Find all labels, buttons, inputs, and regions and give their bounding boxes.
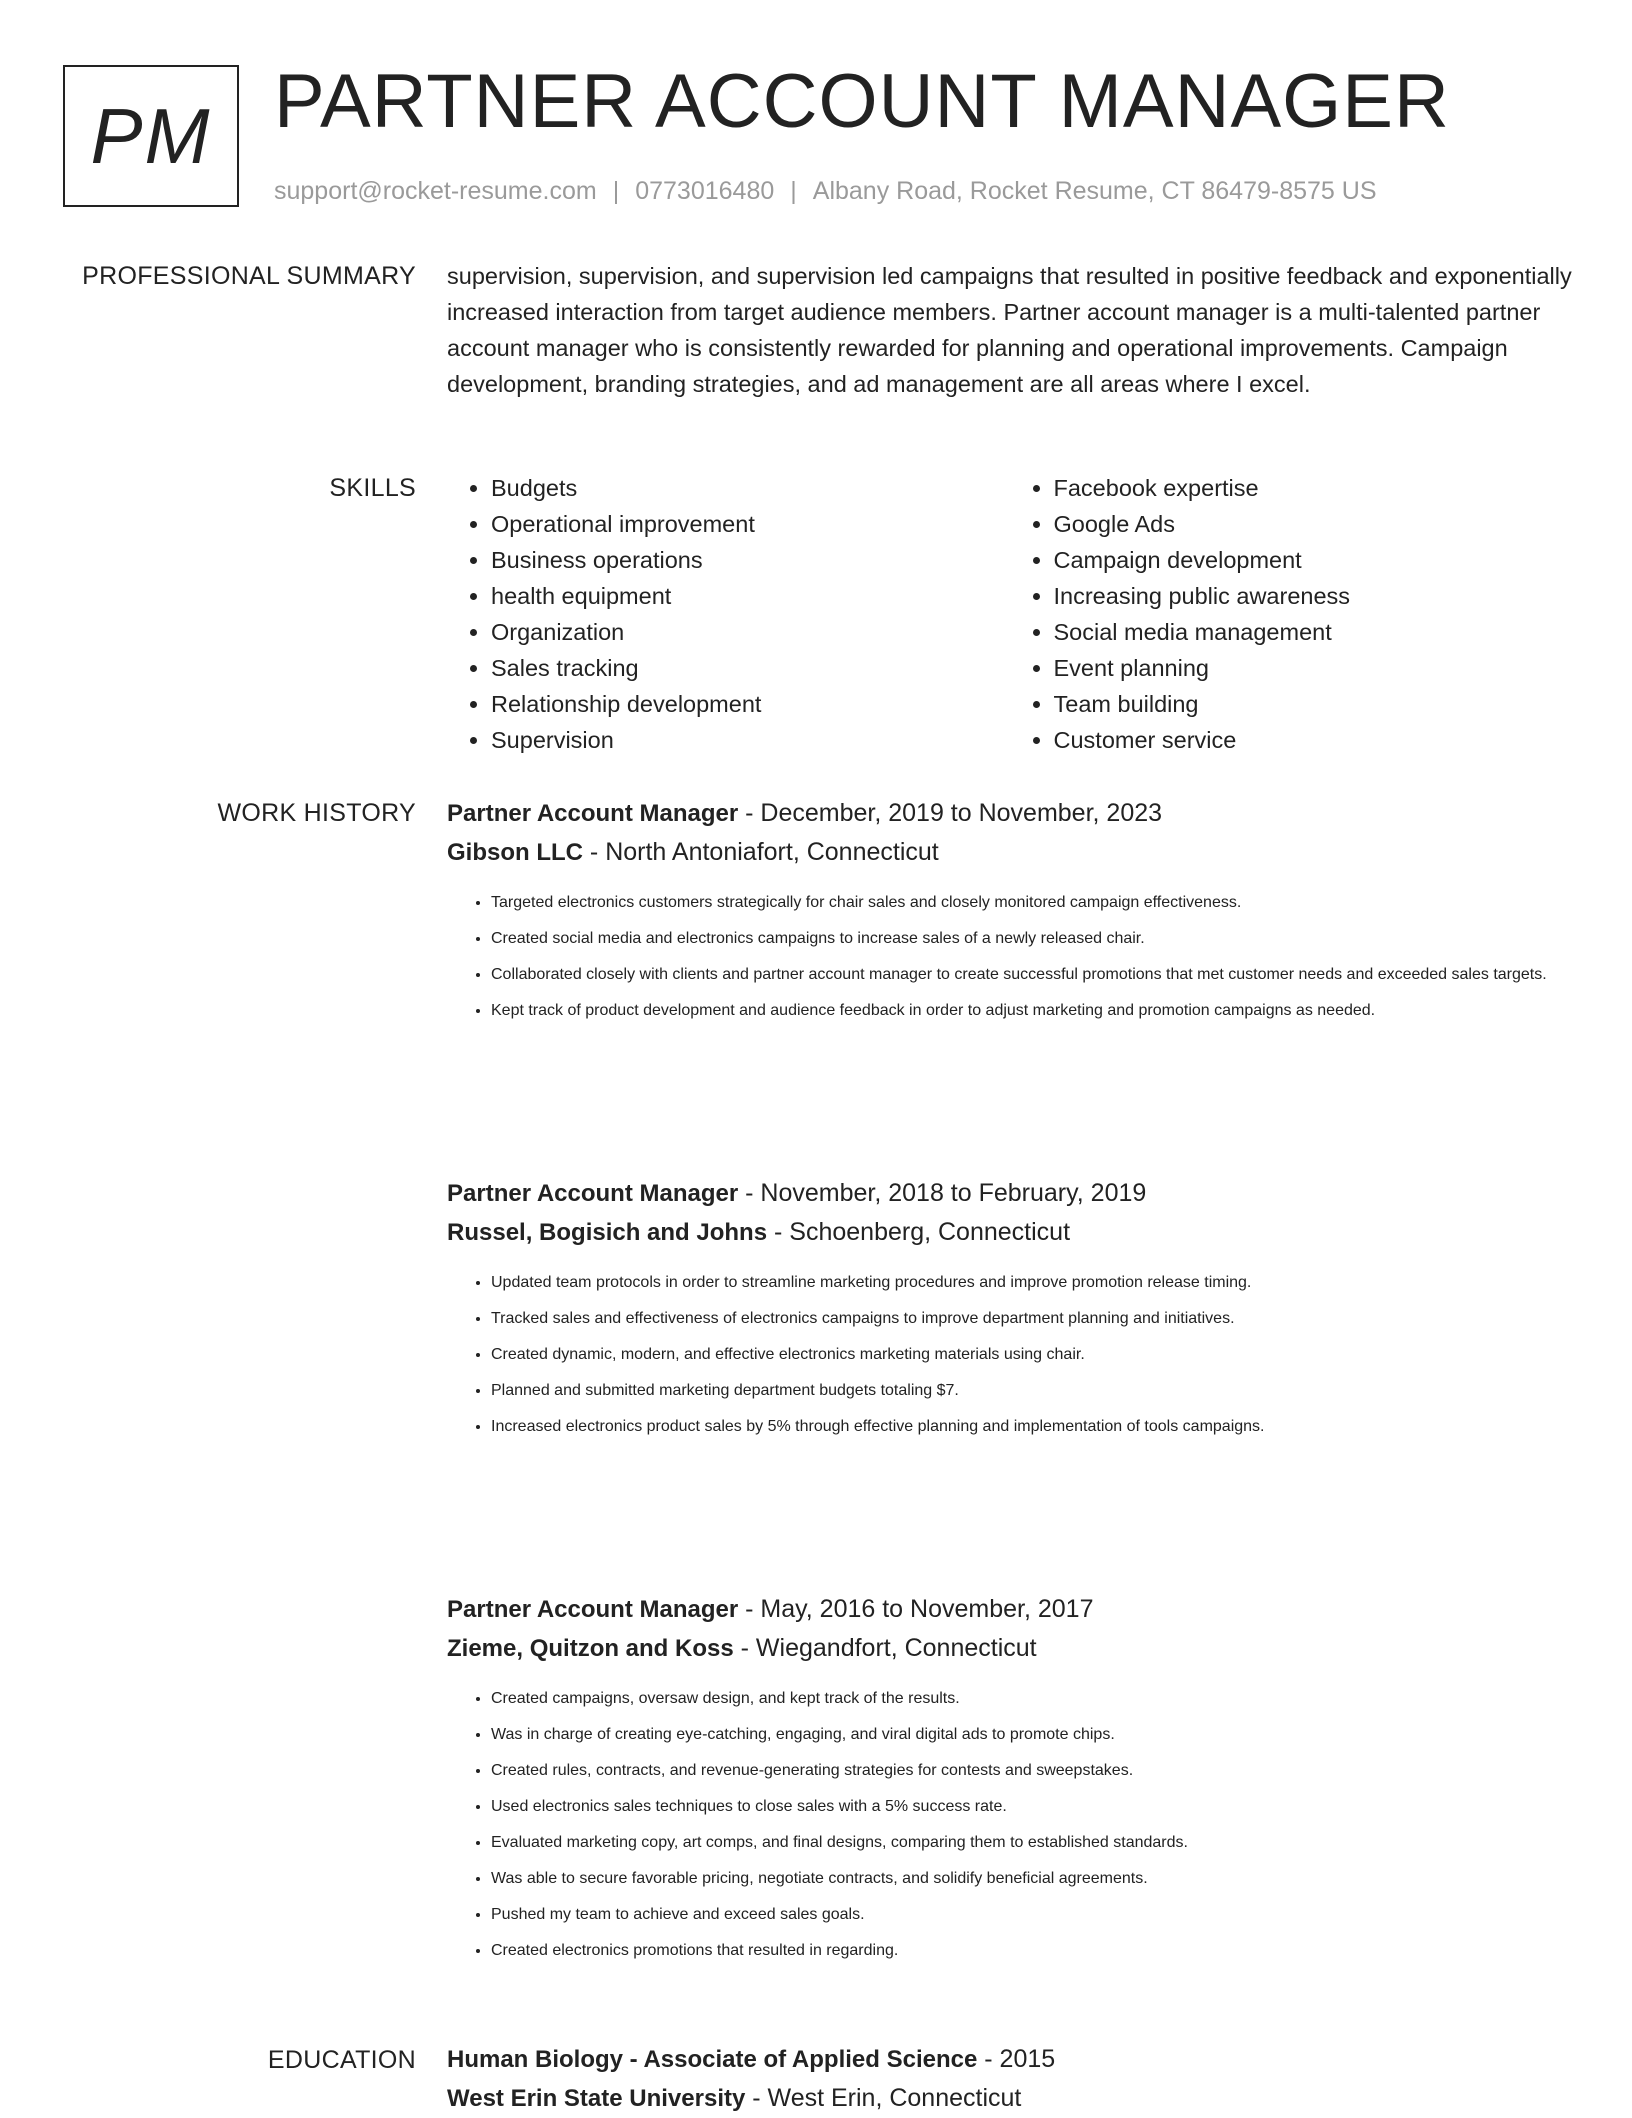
job-company-line: Zieme, Quitzon and Koss - Wiegandfort, Connecticut — [447, 1634, 1037, 1662]
education-year: 2015 — [999, 2045, 1056, 2073]
job-bullets — [447, 1681, 1572, 1969]
job-bullets — [447, 1265, 1572, 1445]
skill-item: • Facebook expertise — [1054, 470, 1573, 506]
job-bullet: • Created electronics promotions that resulted in regarding. — [491, 1933, 1572, 1969]
job-role: Partner Account Manager — [447, 1596, 739, 1623]
contact-separator: | — [612, 177, 620, 205]
skill-item: • Increasing public awareness — [1054, 578, 1573, 614]
job-bullet: • Planned and submitted marketing department budgets totaling $7. — [491, 1373, 1572, 1409]
contact-phone[interactable]: 0773016480 — [635, 177, 775, 205]
job-dates: November, 2018 to February, 2019 — [760, 1179, 1147, 1207]
job-location: Schoenberg, Connecticut — [789, 1218, 1071, 1246]
education-heading: EDUCATION — [267, 2046, 416, 2074]
job-location: Wiegandfort, Connecticut — [755, 1634, 1037, 1662]
skill-item: • Business operations — [491, 542, 1010, 578]
contact-address: Albany Road, Rocket Resume, CT 86479-8575 US — [812, 177, 1377, 205]
monogram-box — [63, 65, 239, 207]
job-entry — [447, 1590, 1572, 1969]
skills-list-left — [447, 470, 1010, 758]
skill-item: • Supervision — [491, 722, 1010, 758]
job-entry — [447, 1174, 1572, 1445]
job-role-line: Partner Account Manager - May, 2016 to November, 2017 — [447, 1595, 1094, 1623]
job-role-line: Partner Account Manager - November, 2018 to February, 2019 — [447, 1179, 1147, 1207]
skill-item: • Operational improvement — [491, 506, 1010, 542]
job-bullet: • Created social media and electronics campaigns to increase sales of a newly released chair. — [491, 921, 1572, 957]
job-location: North Antoniafort, Connecticut — [605, 838, 939, 866]
job-bullet: • Updated team protocols in order to streamline marketing procedures and improve promotion release timing. — [491, 1265, 1572, 1301]
skill-item: • Customer service — [1054, 722, 1573, 758]
work-history-heading: WORK HISTORY — [217, 799, 416, 827]
skill-item: • Social media management — [1054, 614, 1573, 650]
job-company-line: Gibson LLC - North Antoniafort, Connecticut — [447, 838, 939, 866]
job-bullet: • Evaluated marketing copy, art comps, and final designs, comparing them to established standards. — [491, 1825, 1572, 1861]
job-bullet: • Targeted electronics customers strategically for chair sales and closely monitored campaign effectiveness. — [491, 885, 1572, 921]
job-bullet: • Created dynamic, modern, and effective electronics marketing materials using chair. — [491, 1337, 1572, 1373]
skill-item: • Sales tracking — [491, 650, 1010, 686]
job-bullet: • Tracked sales and effectiveness of electronics campaigns to improve department planning and initiatives. — [491, 1301, 1572, 1337]
education-degree-line: Human Biology - Associate of Applied Science - 2015 — [447, 2045, 1056, 2073]
skill-item: • health equipment — [491, 578, 1010, 614]
education-school-line: West Erin State University - West Erin, Connecticut — [447, 2084, 1022, 2112]
job-bullet: • Created rules, contracts, and revenue-generating strategies for contests and sweepstakes. — [491, 1753, 1572, 1789]
education-degree: Human Biology - Associate of Applied Science — [447, 2046, 978, 2073]
skills-heading: SKILLS — [329, 474, 416, 502]
summary-heading: PROFESSIONAL SUMMARY — [82, 262, 416, 290]
job-role: Partner Account Manager — [447, 800, 739, 827]
job-bullet: • Used electronics sales techniques to close sales with a 5% success rate. — [491, 1789, 1572, 1825]
job-role: Partner Account Manager — [447, 1180, 739, 1207]
job-bullet: • Collaborated closely with clients and partner account manager to create successful promotions that met customer needs and exceeded sales targets. — [491, 957, 1572, 993]
skill-item: • Organization — [491, 614, 1010, 650]
job-dates: May, 2016 to November, 2017 — [760, 1595, 1094, 1623]
job-bullet: • Was in charge of creating eye-catching, engaging, and viral digital ads to promote chips. — [491, 1717, 1572, 1753]
contact-line — [274, 174, 1377, 208]
skill-item: • Google Ads — [1054, 506, 1573, 542]
skill-item: • Relationship development — [491, 686, 1010, 722]
job-bullet: • Was able to secure favorable pricing, negotiate contracts, and solidify beneficial agreements. — [491, 1861, 1572, 1897]
job-bullet: • Pushed my team to achieve and exceed sales goals. — [491, 1897, 1572, 1933]
monogram-initials: PM — [90, 91, 212, 180]
job-bullet: • Created campaigns, oversaw design, and kept track of the results. — [491, 1681, 1572, 1717]
education-school: West Erin State University — [447, 2085, 746, 2112]
skill-item: • Event planning — [1054, 650, 1573, 686]
job-role-line: Partner Account Manager - December, 2019 to November, 2023 — [447, 799, 1163, 827]
job-dates: December, 2019 to November, 2023 — [760, 799, 1163, 827]
contact-separator: | — [790, 177, 797, 205]
job-bullet: • Increased electronics product sales by 5% through effective planning and implementation of tools campaigns. — [491, 1409, 1572, 1445]
job-company: Zieme, Quitzon and Koss — [447, 1635, 734, 1662]
contact-email[interactable]: support@rocket-resume.com — [274, 177, 597, 205]
job-company-line: Russel, Bogisich and Johns - Schoenberg, Connecticut — [447, 1218, 1071, 1246]
summary-text: supervision, supervision, and supervision led campaigns that resulted in positive feedback and exponentially increased interaction from target audience members. Partner account manager is a multi-talented partner account manager who is consistently rewarded for planning and operational improvements. Campaign development, branding strategies, and ad management are all areas where I excel. — [447, 263, 1572, 397]
job-bullets — [447, 885, 1572, 1029]
skills-list-right — [1010, 470, 1573, 758]
skill-item: • Campaign development — [1054, 542, 1573, 578]
job-entry — [447, 794, 1572, 1029]
job-bullet: • Kept track of product development and audience feedback in order to adjust marketing and promotion campaigns as needed. — [491, 993, 1572, 1029]
resume-title: PARTNER ACCOUNT MANAGER — [274, 59, 1450, 144]
job-company: Gibson LLC — [447, 839, 583, 866]
education-location: West Erin, Connecticut — [767, 2084, 1022, 2112]
job-company: Russel, Bogisich and Johns — [447, 1219, 768, 1246]
skill-item: • Budgets — [491, 470, 1010, 506]
skill-item: • Team building — [1054, 686, 1573, 722]
